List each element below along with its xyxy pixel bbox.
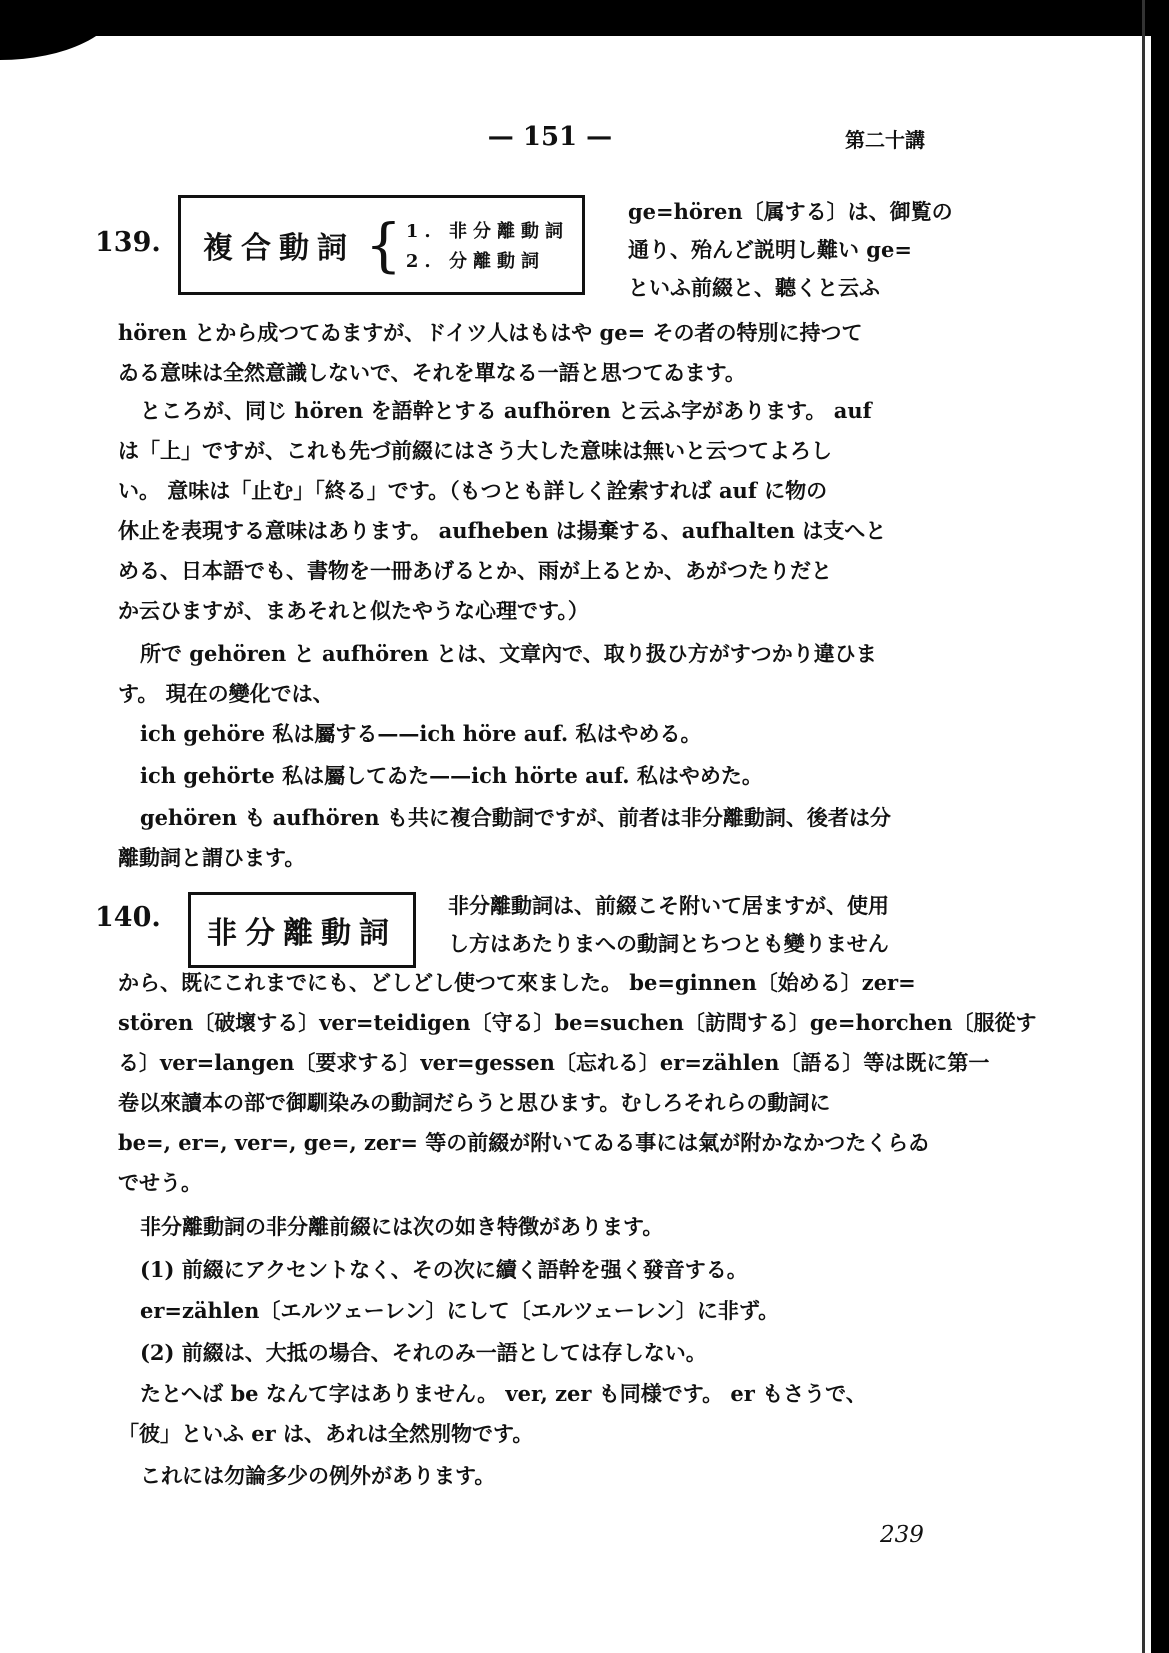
text-line: は「上」ですが、これも先づ前綴にはさう大した意味は無いと云つてよろし bbox=[118, 438, 832, 463]
scan-edge-line bbox=[1142, 0, 1145, 1653]
text-line: 休止を表現する意味はあります。 aufheben は揚棄する、aufhalten は支へと bbox=[118, 518, 887, 543]
text-line: (2) 前綴は、大抵の場合、それのみ一語としては存しない。 bbox=[140, 1340, 707, 1365]
folio-number: 239 bbox=[880, 1522, 924, 1548]
text-line: す。 現在の變化では、 bbox=[118, 681, 334, 706]
section-140-title-box bbox=[188, 892, 416, 968]
example-line bbox=[140, 756, 985, 796]
paragraph bbox=[140, 634, 985, 674]
list-item bbox=[140, 1333, 985, 1373]
text-line: 卷以來讀本の部で御馴染みの動詞だらうと思ひます。むしろそれらの動詞に bbox=[118, 1090, 831, 1115]
text-line: 離動詞と謂ひます。 bbox=[118, 845, 306, 870]
text-line: 「彼」といふ er は、あれは全然別物です。 bbox=[118, 1421, 534, 1446]
text-line: でせう。 bbox=[118, 1170, 202, 1195]
paragraph bbox=[140, 391, 985, 431]
text-line: める、日本語でも、書物を一冊あげるとか、雨が上るとか、あがつたりだと bbox=[118, 558, 832, 583]
paragraph bbox=[140, 1207, 985, 1247]
paragraph bbox=[118, 1414, 963, 1454]
scan-border-top bbox=[0, 0, 1169, 36]
text-line: る〕ver=langen〔要求する〕ver=gessen〔忘れる〕er=zählen〔語る〕等は既に第一 bbox=[118, 1050, 990, 1075]
paragraph bbox=[118, 963, 1037, 1203]
brace-symbol: { bbox=[365, 211, 402, 279]
text-line: これには勿論多少の例外があります。 bbox=[140, 1463, 496, 1488]
text-line: 通り、殆んど説明し難い ge= bbox=[628, 237, 912, 262]
paragraph bbox=[140, 798, 985, 838]
section-139-sub-items bbox=[406, 217, 569, 273]
paragraph bbox=[118, 431, 963, 631]
text-line: か云ひますが、まあそれと似たやうな心理です。） bbox=[118, 598, 589, 623]
section-139-title: 複合動詞 bbox=[203, 231, 355, 266]
section-140-side-text bbox=[448, 887, 968, 963]
section-139-title-box bbox=[178, 195, 585, 295]
scan-corner-shadow bbox=[0, 0, 120, 60]
paragraph bbox=[118, 674, 963, 714]
text-line: ich gehöre 私は屬する——ich höre auf. 私はやめる。 bbox=[140, 721, 702, 746]
paragraph bbox=[140, 1456, 985, 1496]
paragraph bbox=[140, 1374, 985, 1414]
chapter-title: 第二十講 bbox=[845, 128, 925, 152]
text-line: ゐる意味は全然意識しないで、それを單なる一語と思つてゐます。 bbox=[118, 360, 746, 385]
text-line: 非分離動詞は、前綴こそ附いて居ますが、使用 bbox=[448, 893, 889, 918]
section-139-side-text bbox=[628, 193, 968, 307]
example-line bbox=[140, 1291, 985, 1331]
list-item bbox=[140, 1250, 985, 1290]
text-line: gehören も aufhören も共に複合動詞ですが、前者は非分離動詞、後者は分 bbox=[140, 805, 891, 830]
paragraph bbox=[118, 313, 963, 393]
sub-item-2: 2. 分離動詞 bbox=[405, 251, 545, 272]
text-line: be=, er=, ver=, ge=, zer= 等の前綴が附いてゐる事には氣が附かなかつたくらゐ bbox=[118, 1130, 930, 1155]
text-line: 非分離動詞の非分離前綴には次の如き特徴があります。 bbox=[140, 1214, 664, 1239]
text-line: hören とから成つてゐますが、ドイツ人はもはや ge= その者の特別に持つて bbox=[118, 320, 863, 345]
text-line: ge=hören〔属する〕は、御覧の bbox=[628, 199, 953, 224]
example-line bbox=[140, 714, 985, 754]
text-line: stören〔破壞する〕ver=teidigen〔守る〕be=suchen〔訪問する〕ge=horchen〔服從す bbox=[118, 1010, 1037, 1035]
text-line: から、既にこれまでにも、どしどし使つて來ました。 be=ginnen〔始める〕zer= bbox=[118, 970, 916, 995]
page-number-header: — 151 — bbox=[487, 122, 613, 152]
section-140-title: 非分離動詞 bbox=[207, 916, 397, 951]
text-line: たとへば be なんて字はありません。 ver, zer も同様です。 er もさうで、 bbox=[140, 1381, 867, 1406]
section-number-140: 140. bbox=[95, 902, 161, 933]
paragraph bbox=[118, 838, 963, 878]
text-line: ところが、同じ hören を語幹とする aufhören と云ふ字があります。 auf bbox=[140, 398, 872, 423]
text-line: い。 意味は「止む」「終る」です。（もつとも詳しく詮索すれば auf に物の bbox=[118, 478, 828, 503]
text-line: といふ前綴と、聽くと云ふ bbox=[628, 275, 880, 300]
section-number-139: 139. bbox=[95, 227, 161, 258]
text-line: 所で gehören と aufhören とは、文章內で、取り扱ひ方がすつかり違ひま bbox=[140, 641, 877, 666]
text-line: し方はあたりまへの動詞とちつとも變りません bbox=[448, 931, 889, 956]
text-line: er=zählen〔エルツェーレン〕にして〔エルツェーレン〕に非ず。 bbox=[140, 1298, 780, 1323]
sub-item-1: 1. 非分離動詞 bbox=[405, 221, 569, 242]
scan-border-right bbox=[1151, 0, 1169, 1653]
text-line: (1) 前綴にアクセントなく、その次に續く語幹を强く發音する。 bbox=[140, 1257, 748, 1282]
text-line: ich gehörte 私は屬してゐた——ich hörte auf. 私はやめた。 bbox=[140, 763, 763, 788]
